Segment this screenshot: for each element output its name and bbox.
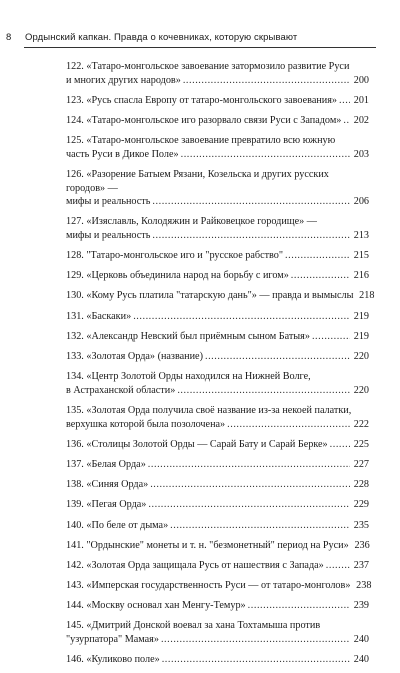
- toc-entry[interactable]: [66, 60, 369, 87]
- toc-entry[interactable]: [66, 599, 369, 613]
- toc-page-number: 229: [353, 499, 369, 511]
- toc-entry-line: 135. «Золотая Орда получила своё название из-за некоей палатки,: [66, 405, 352, 416]
- toc-entry-line: 145. «Дмитрий Донской воевал за хана Тохтамыша против: [66, 620, 321, 632]
- running-header: [6, 32, 390, 43]
- toc-entry[interactable]: [66, 458, 369, 472]
- toc-entry-last-line: [66, 310, 369, 324]
- toc-page-number: 222: [353, 418, 369, 430]
- dot-leader: [227, 418, 350, 432]
- toc-page-number: 227: [353, 458, 369, 470]
- toc-entry-title: в Астраханской области»: [66, 384, 176, 396]
- toc-entry-title: 136. «Столицы Золотой Орды — Сарай Бату и Сарай Берке»: [66, 438, 328, 450]
- toc-entry-title: 123. «Русь спасла Европу от татаро-монгольского завоевания»: [66, 94, 338, 106]
- toc-entry[interactable]: [66, 289, 375, 303]
- toc-entry-last-line: [66, 195, 369, 209]
- toc-entry-line: 127. «Изяславль, Колодяжин и Райковецкое городище» —: [66, 216, 317, 228]
- toc-page-number: 237: [353, 559, 369, 571]
- header-rule: [24, 47, 376, 48]
- dot-leader: [152, 195, 350, 209]
- toc-page-number: 201: [353, 94, 369, 106]
- toc-entry-title: 141. "Ордынские" монеты и т. н. "безмонетный" период на Руси»: [66, 539, 349, 551]
- dot-leader: [291, 269, 350, 283]
- toc-page-number: 220: [353, 351, 369, 363]
- dot-leader: [150, 478, 350, 492]
- dot-leader: [170, 519, 350, 533]
- toc-page-number: 219: [353, 330, 369, 342]
- toc-page-number: 203: [353, 148, 369, 160]
- dot-leader: [248, 599, 350, 613]
- dot-leader: [148, 458, 350, 472]
- running-title: Ордынский капкан. Правда о кочевниках, которую скрывают: [25, 32, 298, 43]
- toc-entry-last-line: [66, 539, 369, 553]
- dot-leader: [339, 94, 350, 108]
- toc-page-number: 235: [353, 519, 369, 531]
- page-number: 8: [6, 32, 12, 43]
- toc-entry-last-line: [66, 438, 369, 452]
- toc-entry[interactable]: [66, 579, 372, 593]
- toc-page-number: 239: [353, 600, 369, 612]
- toc-entry[interactable]: [66, 168, 369, 209]
- toc-entry-title: 139. «Пегая Орда»: [66, 499, 147, 511]
- dot-leader: [343, 114, 350, 128]
- toc-entry-title: 133. «Золотая Орда» (название): [66, 351, 203, 363]
- toc-entry-line: 125. «Татаро-монгольское завоевание превратило всю южную: [66, 135, 336, 147]
- toc-entry-title: 130. «Кому Русь платила "татарскую дань"» — правда и вымыслы: [66, 290, 354, 302]
- toc-entry[interactable]: [66, 350, 369, 364]
- toc-entry-title: и многих других народов»: [66, 74, 181, 86]
- toc-entry-last-line: [66, 519, 369, 533]
- toc-entry-title: 142. «Золотая Орда защищала Русь от нашествия с Запада»: [66, 559, 324, 571]
- toc-entry[interactable]: [66, 498, 369, 512]
- toc-entry[interactable]: [66, 559, 369, 573]
- toc-entry-title: верхушка которой была позолочена»: [66, 418, 226, 430]
- toc-entry-last-line: [66, 114, 369, 128]
- toc-entry-last-line: [66, 458, 369, 472]
- toc-entry-last-line: [66, 350, 369, 364]
- dot-leader: [162, 653, 350, 667]
- toc-entry[interactable]: [66, 94, 369, 108]
- toc-page-number: 236: [354, 539, 370, 551]
- toc-entry-title: 144. «Москву основал хан Менгу-Темур»: [66, 600, 246, 612]
- toc-entry-title: 138. «Синяя Орда»: [66, 479, 149, 491]
- toc-entry[interactable]: [66, 370, 369, 397]
- toc-entry-last-line: [66, 330, 369, 344]
- toc-entry-line: 122. «Татаро-монгольское завоевание затормозило развитие Руси: [66, 61, 350, 72]
- toc-entry-title: мифы и реальность: [66, 229, 151, 241]
- dot-leader: [183, 74, 350, 88]
- toc-entry-last-line: [66, 289, 375, 303]
- toc-entry-last-line: [66, 478, 369, 492]
- toc-entry-last-line: [66, 269, 369, 283]
- toc-entry[interactable]: [66, 215, 369, 242]
- toc-page-number: 215: [353, 250, 369, 262]
- toc-entry-title: 124. «Татаро-монгольское иго разорвало связи Руси с Западом»: [66, 114, 342, 126]
- toc-entry-title: 132. «Александр Невский был приёмным сыном Батыя»: [66, 330, 310, 342]
- toc-entry-title: "узурпатора" Мамая»: [66, 634, 159, 646]
- dot-leader: [177, 384, 350, 398]
- toc-entry[interactable]: [66, 330, 369, 344]
- toc-page-number: 213: [353, 229, 369, 241]
- toc-entry-last-line: [66, 633, 369, 647]
- toc-page-number: 228: [353, 479, 369, 491]
- toc-entry-last-line: [66, 599, 369, 613]
- toc-entry-line: 134. «Центр Золотой Орды находился на Нижней Волге,: [66, 371, 311, 383]
- dot-leader: [312, 330, 350, 344]
- toc-entry-last-line: [66, 498, 369, 512]
- dot-leader: [152, 229, 350, 243]
- toc-entry-title: 143. «Имперская государственность Руси — от татаро-монголов»: [66, 580, 351, 592]
- dot-leader: [148, 498, 350, 512]
- toc-entry[interactable]: [66, 438, 369, 452]
- toc-page-number: 238: [356, 580, 372, 592]
- dot-leader: [330, 438, 350, 452]
- toc-entry-title: 129. «Церковь объединила народ на борьбу с игом»: [66, 270, 289, 282]
- toc-page-number: 218: [359, 290, 375, 302]
- toc-page-number: 240: [353, 634, 369, 646]
- toc-entry[interactable]: [66, 404, 369, 431]
- dot-leader: [326, 559, 350, 573]
- toc-entry-line: 126. «Разорение Батыем Рязани, Козельска и других русских городов» —: [66, 168, 329, 194]
- toc-entry-title: 131. «Баскаки»: [66, 310, 132, 322]
- toc-page-number: 225: [353, 438, 369, 450]
- dot-leader: [181, 148, 350, 162]
- toc-entry[interactable]: [66, 269, 369, 283]
- toc-entry[interactable]: [66, 653, 369, 667]
- toc-entry-last-line: [66, 418, 369, 432]
- toc-entry[interactable]: [66, 519, 369, 533]
- toc-entry-last-line: [66, 229, 369, 243]
- toc-entry-last-line: [66, 148, 369, 162]
- toc-entry-title: 137. «Белая Орда»: [66, 458, 146, 470]
- dot-leader: [205, 350, 350, 364]
- toc-entry[interactable]: [66, 478, 369, 492]
- toc-entry[interactable]: [66, 134, 369, 161]
- toc-entry-title: часть Руси в Дикое Поле»: [66, 148, 179, 160]
- toc-entry-title: 140. «По беле от дыма»: [66, 519, 169, 531]
- toc-entry[interactable]: [66, 619, 369, 646]
- toc-page-number: 220: [353, 384, 369, 396]
- toc-entry[interactable]: [66, 310, 369, 324]
- dot-leader: [161, 633, 350, 647]
- toc-page-number: 202: [353, 114, 369, 126]
- toc-entry[interactable]: [66, 539, 369, 553]
- toc-entry-last-line: [66, 74, 369, 88]
- toc-entry-last-line: [66, 653, 369, 667]
- toc-entry-title: 146. «Куликово поле»: [66, 654, 160, 666]
- toc-entry[interactable]: [66, 114, 369, 128]
- toc-page-number: 206: [353, 196, 369, 208]
- toc-page-number: 219: [353, 310, 369, 322]
- toc-entry-last-line: [66, 559, 369, 573]
- toc-entry-last-line: [66, 384, 369, 398]
- toc-entry[interactable]: [66, 249, 369, 263]
- toc-entry-last-line: [66, 249, 369, 263]
- toc-entry-last-line: [66, 579, 372, 593]
- table-of-contents: [66, 60, 375, 673]
- toc-entry-title: мифы и реальность: [66, 196, 151, 208]
- toc-page-number: 216: [353, 270, 369, 282]
- toc-page-number: 240: [353, 654, 369, 666]
- toc-page-number: 200: [353, 74, 369, 86]
- dot-leader: [285, 249, 350, 263]
- toc-entry-title: 128. "Татаро-монгольское иго и "русское рабство": [66, 250, 284, 262]
- dot-leader: [133, 310, 350, 324]
- toc-entry-last-line: [66, 94, 369, 108]
